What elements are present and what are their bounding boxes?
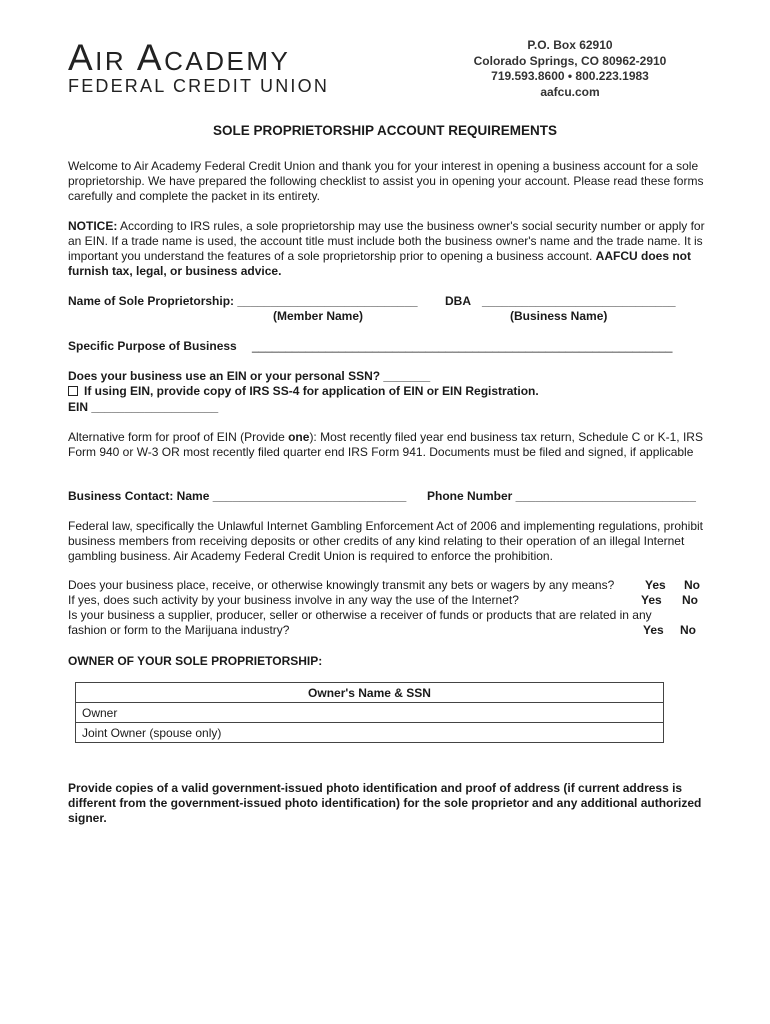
table-header-row: [76, 683, 664, 703]
business-name-caption: (Business Name): [510, 309, 608, 323]
checkbox[interactable]: [68, 386, 78, 396]
ein-ssn-question[interactable]: Does your business use an EIN or your personal SSN? _______: [68, 369, 431, 383]
alternative-ein-proof: [68, 430, 708, 460]
ein-copy-item: [68, 384, 539, 399]
sole-proprietorship-name-field[interactable]: Name of Sole Proprietorship: ___________________________: [68, 294, 418, 308]
notice-text: According to IRS rules, a sole proprietorship may use the business owner's social security number or apply for an EIN. If a trade name is used, the account title must include both the business owner's name and the trade name. It is important you understand the features of a sole proprietorship prior to opening a business account.: [68, 219, 705, 263]
business-contact-name-field[interactable]: Business Contact: Name _____________________________: [68, 489, 407, 503]
table-row[interactable]: [76, 703, 664, 723]
q1-yes-option[interactable]: Yes: [645, 578, 666, 592]
identification-requirement: Provide copies of a valid government-issued photo identification and proof of address (if current address is different from the government-issued photo identification) for the sole proprietor and any additional authorized signer.: [68, 781, 702, 825]
dba-label: DBA: [445, 294, 471, 308]
notice-label: NOTICE:: [68, 219, 118, 233]
alt-form-prefix: Alternative form for proof of EIN (Provide: [68, 430, 289, 444]
notice-disclaimer: AAFCU does not furnish tax, legal, or business advice.: [68, 249, 691, 278]
dba-field[interactable]: _____________________________: [482, 294, 676, 308]
gambling-notice: Federal law, specifically the Unlawful Internet Gambling Enforcement Act of 2006 and implementing regulations, prohibit business members from receiving deposits or other credits of any kind relating to their operation of an illegal Internet gambling business. Air Academy Federal Credit Union is required to enforce the prohibition.: [68, 519, 704, 563]
question-internet-use: If yes, does such activity by your business involve in any way the use of the Internet?: [68, 593, 519, 607]
page-title: SOLE PROPRIETORSHIP ACCOUNT REQUIREMENTS: [212, 123, 558, 138]
business-purpose-field[interactable]: _______________________________________________________________: [252, 339, 673, 353]
alt-form-suffix: ): Most recently filed year end business tax return, Schedule C or K-1, IRS Form 940 or W-3 OR most recently filed quarter end IRS Form 941. Documents must be filed and signed, if applicable: [68, 430, 703, 459]
q2-no-option[interactable]: No: [682, 593, 698, 607]
ein-copy-text: If using EIN, provide copy of IRS SS-4 for application of EIN or EIN Registration.: [84, 384, 539, 398]
q3-no-option[interactable]: No: [680, 623, 696, 637]
address-line: P.O. Box 62910: [527, 38, 613, 52]
credit-union-logo: [68, 38, 388, 96]
owner-table: [75, 682, 664, 743]
owner-row-cell[interactable]: Owner: [76, 703, 664, 723]
table-row[interactable]: [76, 723, 664, 743]
intro-paragraph: Welcome to Air Academy Federal Credit Union and thank you for your interest in opening a business account for a sole proprietorship. We have prepared the following checklist to assist you in opening your account. Please read these forms carefully and complete the packet in its entirety.: [68, 159, 704, 203]
website-line: aafcu.com: [540, 84, 600, 99]
owner-name-ssn-header: Owner's Name & SSN: [76, 683, 664, 703]
q3-yes-option[interactable]: Yes: [643, 623, 664, 637]
ein-field[interactable]: EIN ___________________: [68, 400, 219, 414]
phone-line: 719.593.8600 • 800.223.1983: [491, 69, 649, 83]
phone-number-field[interactable]: Phone Number ___________________________: [427, 489, 696, 503]
joint-owner-row-cell[interactable]: Joint Owner (spouse only): [76, 723, 664, 743]
contact-address: [470, 38, 670, 100]
address-line: Colorado Springs, CO 80962-2910: [473, 53, 667, 68]
owner-section-heading: OWNER OF YOUR SOLE PROPRIETORSHIP:: [68, 654, 323, 668]
logo-subtitle: FEDERAL CREDIT UNION: [68, 76, 330, 96]
question-bets-wagers: Does your business place, receive, or otherwise knowingly transmit any bets or wagers by any means?: [68, 578, 615, 592]
business-purpose-label: Specific Purpose of Business: [68, 339, 237, 353]
notice-paragraph: [68, 219, 708, 279]
q1-no-option[interactable]: No: [684, 578, 700, 592]
member-name-caption: (Member Name): [273, 309, 364, 323]
alt-form-emphasis: one: [288, 430, 310, 444]
logo-wordmark: Air Academy: [68, 37, 291, 78]
q2-yes-option[interactable]: Yes: [641, 593, 662, 607]
question-marijuana-line1: Is your business a supplier, producer, seller or otherwise a receiver of funds or products that are related in any: [68, 608, 652, 622]
question-marijuana-line2: fashion or form to the Marijuana industry?: [68, 623, 290, 637]
